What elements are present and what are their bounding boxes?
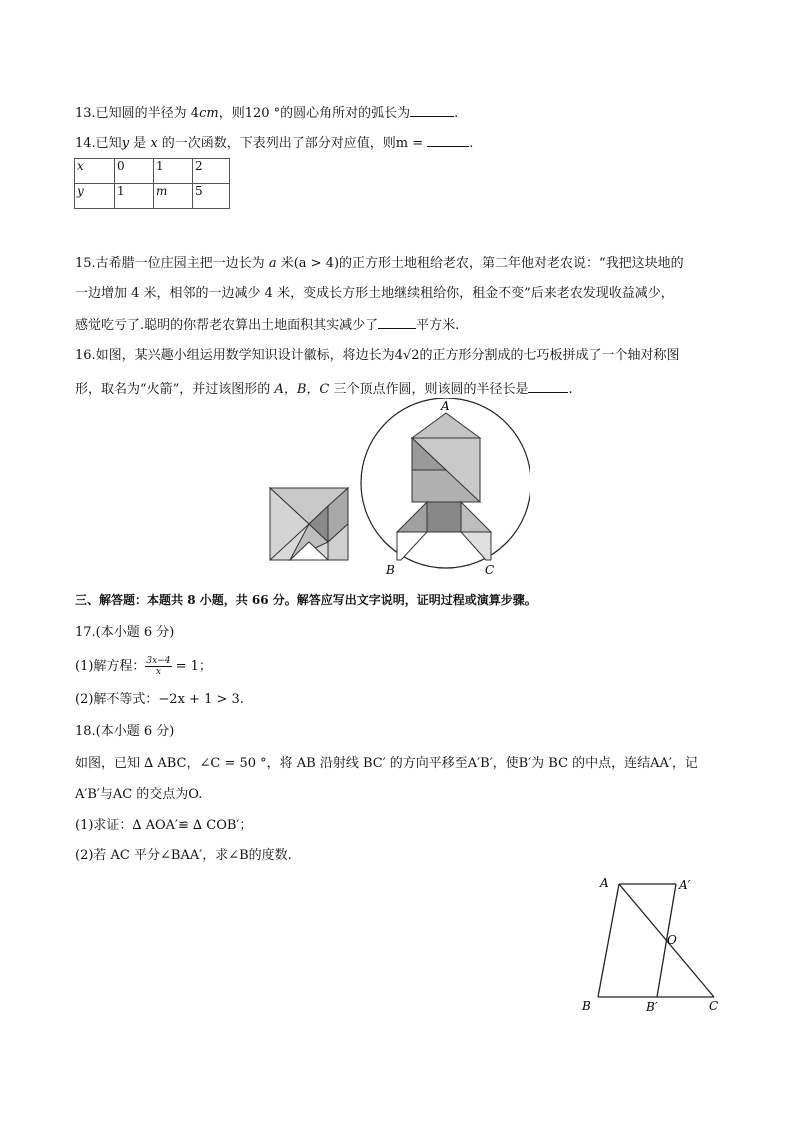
q14-suffix: . bbox=[469, 136, 474, 151]
label-b: B bbox=[386, 563, 395, 577]
q13-middle: ，则120 °的圆心角所对的弧长为 bbox=[218, 106, 411, 121]
q15-line1-a: 15.古希腊一位庄园主把一边长为 bbox=[75, 256, 269, 271]
question-14 bbox=[75, 134, 473, 152]
q15-line3-b: 平方米. bbox=[416, 318, 460, 333]
q16-line2-a: 形，取名为“火箭”，并过该图形的 bbox=[75, 382, 275, 397]
table-row bbox=[75, 184, 230, 209]
q16-line2-b: 三个顶点作圆，则该圆的半径长是 bbox=[329, 382, 529, 397]
question-18-line-1 bbox=[75, 756, 698, 772]
question-15-line-3 bbox=[75, 316, 459, 334]
q16-side-length: 4√2 bbox=[394, 348, 420, 363]
question-18-line-2 bbox=[75, 787, 202, 803]
q15-line2: 一边增加 4 米，相邻的一边减少 4 米，变成长方形土地继续租给你，租金不变”后来老农发现收益减少， bbox=[75, 286, 674, 301]
q13-prefix: 13.已知圆的半径为 4 bbox=[75, 106, 200, 121]
section-3-suffix: 分。解答应写出文字说明，证明过程或演算步骤。 bbox=[268, 593, 537, 607]
question-13 bbox=[75, 104, 458, 122]
q17-denominator: x bbox=[155, 667, 161, 677]
q15-line1-b: 米(a > 4)的正方形土地租给老农，第二年他对老农说：“我把这块地的 bbox=[276, 256, 684, 271]
q18-line1: 如图，已知 ∆ ABC，∠C = 50 °，将 AB 沿射线 BC′ 的方向平移至A′B′，使B′为 BC 的中点，连结AA′，记 bbox=[75, 756, 698, 771]
table-cell: y bbox=[75, 184, 115, 209]
label-b: B bbox=[582, 999, 591, 1013]
label-c: C bbox=[709, 999, 719, 1013]
section-3-count: 8 bbox=[187, 593, 196, 607]
table-cell: 2 bbox=[193, 159, 230, 184]
q14-var-y: y bbox=[121, 136, 130, 151]
question-16-line-2 bbox=[75, 380, 573, 398]
question-17-part-2 bbox=[75, 692, 244, 708]
q14-var-x: x bbox=[150, 136, 158, 151]
q16-figure bbox=[260, 398, 530, 580]
q18-title: 18.(本小题 6 分) bbox=[75, 724, 175, 739]
q17-numerator: 3x−4 bbox=[146, 656, 171, 666]
q13-answer-blank[interactable] bbox=[410, 104, 454, 117]
q15-answer-blank[interactable] bbox=[378, 316, 416, 329]
q18-part1: (1)求证：∆ AOA′≌ ∆ COB′； bbox=[75, 818, 253, 833]
table-cell: 0 bbox=[115, 159, 154, 184]
question-16-line-1 bbox=[75, 348, 680, 364]
q18-part2: (2)若 AC 平分∠BAA′，求∠B的度数. bbox=[75, 848, 292, 863]
question-15-line-1 bbox=[75, 256, 684, 272]
q14-mid2: 的一次函数，下表列出了部分对应值，则m = bbox=[157, 136, 428, 151]
table-cell: 1 bbox=[115, 184, 154, 209]
question-18-part-2 bbox=[75, 848, 292, 864]
q14-value-table bbox=[74, 158, 230, 209]
q17-part1-a: (1)解方程： bbox=[75, 659, 146, 674]
q16-line1-b: 的正方形分割成的七巧板拼成了一个轴对称图 bbox=[419, 348, 680, 363]
table-cell: x bbox=[75, 159, 115, 184]
q16-vertex-labels: A，B，C bbox=[274, 382, 330, 397]
section-3-prefix: 三、解答题：本题共 bbox=[75, 593, 188, 607]
label-a: A bbox=[441, 399, 450, 413]
q13-suffix: . bbox=[454, 106, 459, 121]
label-a-prime: A′ bbox=[679, 878, 691, 892]
label-a: A bbox=[600, 876, 609, 890]
q13-unit: cm bbox=[199, 106, 219, 121]
q14-prefix: 14.已知 bbox=[75, 136, 122, 151]
q14-answer-blank[interactable] bbox=[427, 134, 469, 147]
q15-line3-a: 感觉吃亏了.聪明的你帮老农算出土地面积其实减少了 bbox=[75, 318, 379, 333]
label-c: C bbox=[485, 563, 495, 577]
q14-mid1: 是 bbox=[129, 136, 151, 151]
q17-title: 17.(本小题 6 分) bbox=[75, 625, 175, 640]
q16-line2-c: . bbox=[568, 382, 573, 397]
q16-answer-blank[interactable] bbox=[528, 380, 568, 393]
q18-figure bbox=[578, 870, 728, 1020]
q18-line2: A′B′与AC 的交点为O. bbox=[75, 787, 203, 802]
table-cell: 5 bbox=[193, 184, 230, 209]
q17-part2: (2)解不等式：−2x + 1 > 3. bbox=[75, 692, 244, 707]
tangram-square bbox=[270, 488, 348, 560]
rocket-shape bbox=[397, 413, 491, 560]
table-row bbox=[75, 159, 230, 184]
q17-fraction bbox=[145, 656, 171, 677]
q15-var-a: a bbox=[268, 256, 277, 271]
table-cell: m bbox=[154, 184, 193, 209]
q17-part1-b: = 1； bbox=[171, 659, 212, 674]
question-17-part-1 bbox=[75, 656, 212, 677]
table-cell: 1 bbox=[154, 159, 193, 184]
section-3-score: 66 bbox=[251, 593, 269, 607]
section-3-middle: 小题，共 bbox=[195, 593, 252, 607]
question-18-part-1 bbox=[75, 818, 252, 834]
section-3-header bbox=[75, 592, 537, 608]
q16-line1-a: 16.如图，某兴趣小组运用数学知识设计徽标，将边长为 bbox=[75, 348, 395, 363]
segment-a-b bbox=[598, 884, 619, 997]
label-o: O bbox=[667, 933, 677, 947]
label-b-prime: B′ bbox=[646, 1000, 658, 1014]
question-17-title bbox=[75, 625, 174, 641]
question-15-line-2 bbox=[75, 286, 674, 302]
question-18-title bbox=[75, 724, 174, 740]
